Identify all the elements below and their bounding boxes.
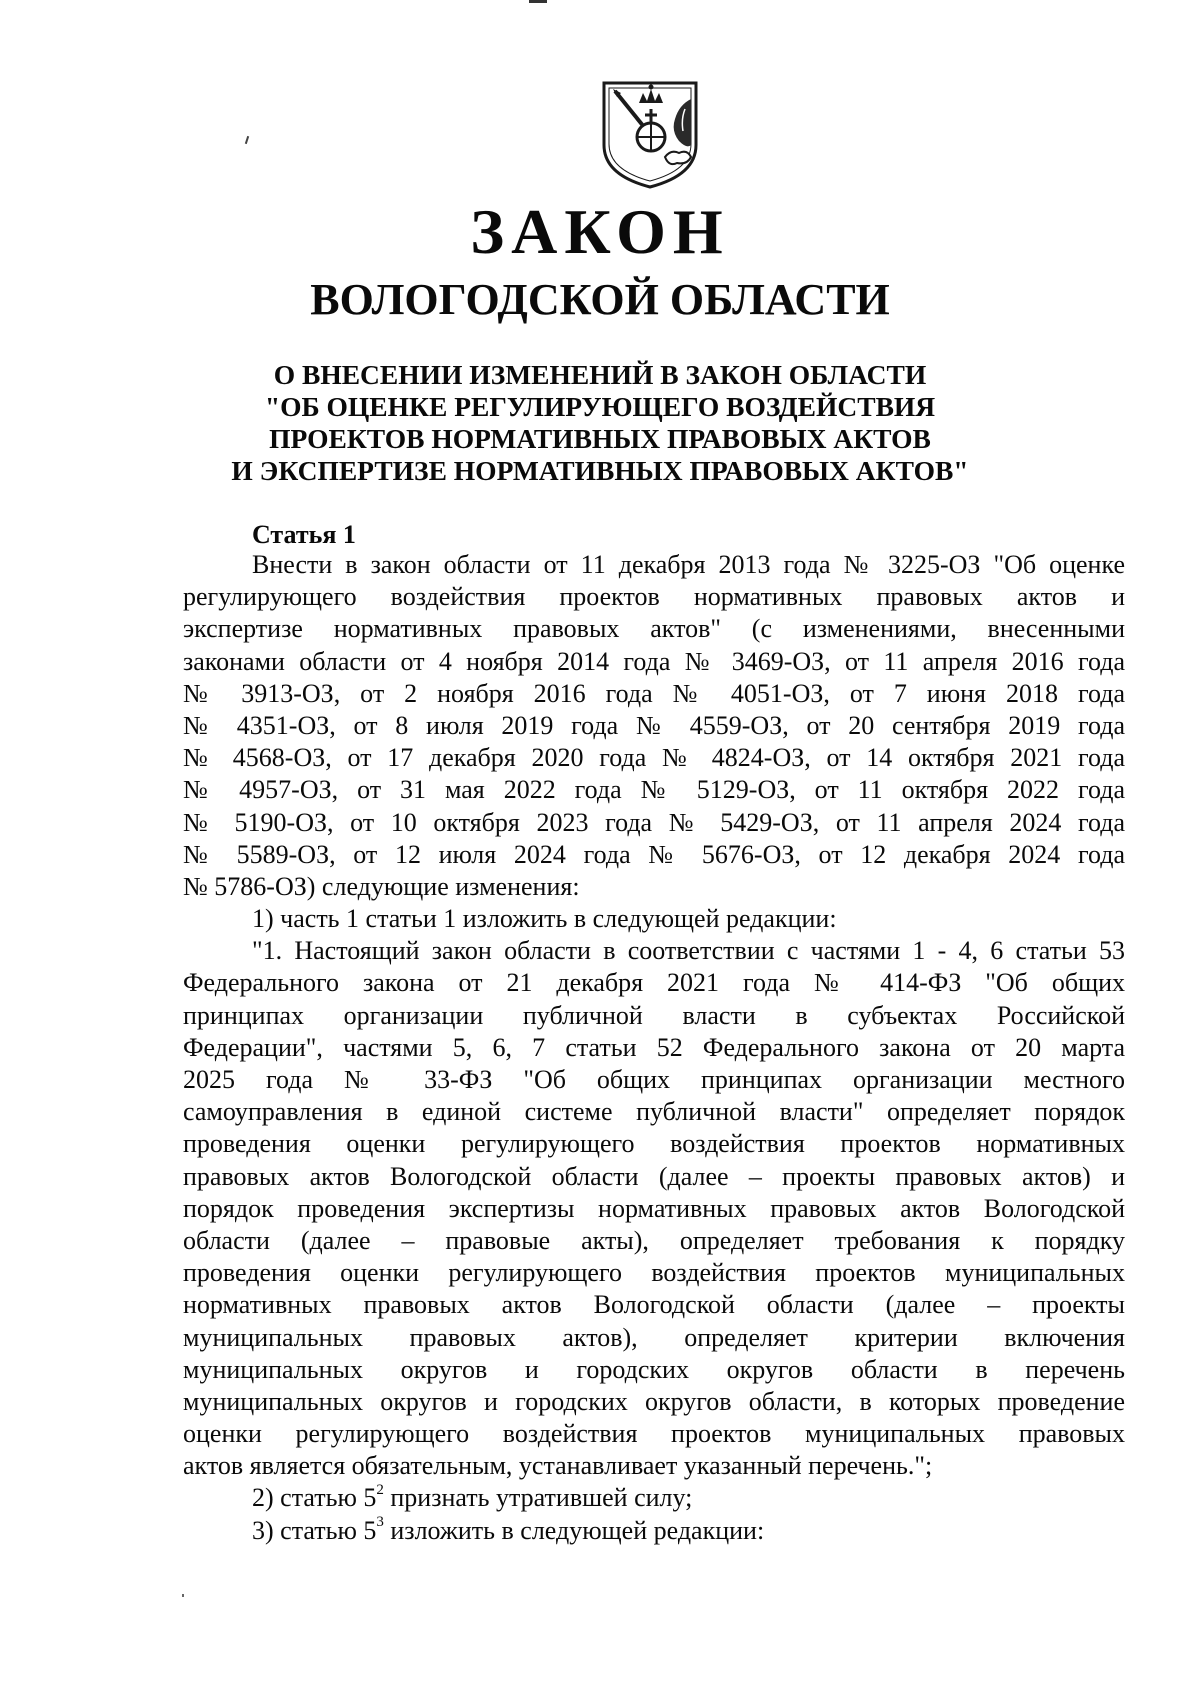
list-item-text: изложить в следующей редакции: (383, 1515, 765, 1545)
quote-line: муниципальных округов и городских округов области в перечень (183, 1354, 1125, 1384)
list-item-text: 3) статью 5 (252, 1515, 377, 1545)
quote-line: самоуправления в единой системе публичной власти" определяет порядок (183, 1097, 1125, 1127)
superscript: 2 (376, 1481, 384, 1498)
text-line: экспертизе нормативных правовых актов" (с изменениями, внесенными (183, 614, 1125, 644)
coat-of-arms-icon (601, 79, 699, 189)
quote-line: Федерации", частями 5, 6, 7 статьи 52 Федерального закона от 20 марта (183, 1032, 1125, 1062)
quote-line: "1. Настоящий закон области в соответствии с частями 1 - 4, 6 статьи 53 (252, 936, 1125, 966)
text-line: регулирующего воздействия проектов нормативных правовых актов и (183, 582, 1125, 612)
quote-line: оценки регулирующего воздействия проектов муниципальных правовых (183, 1419, 1125, 1449)
article-body (183, 549, 1125, 1547)
list-item (183, 1482, 1125, 1514)
list-item (183, 1515, 1125, 1547)
scan-mark (245, 136, 249, 144)
text-line: № 5190-ОЗ, от 10 октября 2023 года № 5429-ОЗ, от 11 апреля 2024 года (183, 807, 1125, 837)
quote-line: муниципальных правовых актов), определяет критерии включения (183, 1322, 1125, 1352)
quote-line: проведения оценки регулирующего воздействия проектов муниципальных (183, 1258, 1125, 1288)
scan-mark (529, 0, 547, 3)
list-item: 1) часть 1 статьи 1 изложить в следующей редакции: (252, 904, 837, 934)
text-line: № 5589-ОЗ, от 12 июля 2024 года № 5676-ОЗ, от 12 декабря 2024 года (183, 839, 1125, 869)
quote-line: проведения оценки регулирующего воздействия проектов нормативных (183, 1129, 1125, 1159)
quote-line: актов является обязательным, устанавливает указанный перечень."; (183, 1451, 933, 1481)
region-name: ВОЛОГОДСКОЙ ОБЛАСТИ (310, 275, 890, 324)
quote-line: 2025 года № 33-ФЗ "Об общих принципах организации местного (183, 1065, 1125, 1094)
list-item-text: признать утратившей силу; (383, 1483, 693, 1513)
quote-line: нормативных правовых актов Вологодской области (далее – проекты (183, 1290, 1125, 1320)
quote-line: правовых актов Вологодской области (далее – проекты правовых актов) и (183, 1161, 1125, 1191)
heading-line: "ОБ ОЦЕНКЕ РЕГУЛИРУЮЩЕГО ВОЗДЕЙСТВИЯ (264, 391, 936, 422)
article-title: Статья 1 (252, 520, 356, 549)
list-item-text: 2) статью 5 (252, 1483, 377, 1513)
quote-line: Федерального закона от 21 декабря 2021 года № 414-ФЗ "Об общих (183, 968, 1125, 998)
text-line: № 4957-ОЗ, от 31 мая 2022 года № 5129-ОЗ, от 11 октября 2022 года (183, 775, 1125, 805)
heading-line: ПРОЕКТОВ НОРМАТИВНЫХ ПРАВОВЫХ АКТОВ (269, 423, 931, 454)
text-line: № 5786-ОЗ) следующие изменения: (183, 871, 580, 901)
scan-dot (182, 1594, 184, 1597)
text-line: № 3913-ОЗ, от 2 ноября 2016 года № 4051-ОЗ, от 7 июня 2018 года (183, 678, 1125, 708)
quote-line: муниципальных округов и городских округов области, в которых проведение (183, 1386, 1125, 1416)
law-heading (200, 359, 1000, 487)
heading-line: И ЭКСПЕРТИЗЕ НОРМАТИВНЫХ ПРАВОВЫХ АКТОВ" (231, 455, 969, 486)
quote-line: области (далее – правовые акты), определяет требования к порядку (183, 1225, 1125, 1255)
text-line: № 4568-ОЗ, от 17 декабря 2020 года № 4824-ОЗ, от 14 октября 2021 года (183, 743, 1125, 773)
text-line: № 4351-ОЗ, от 8 июля 2019 года № 4559-ОЗ, от 20 сентября 2019 года (183, 710, 1125, 740)
quote-line: порядок проведения экспертизы нормативных правовых актов Вологодской (183, 1193, 1125, 1223)
heading-line: О ВНЕСЕНИИ ИЗМЕНЕНИЙ В ЗАКОН ОБЛАСТИ (273, 359, 927, 390)
superscript: 3 (376, 1513, 384, 1530)
quote-line: принципах организации публичной власти в субъектах Российской (183, 1000, 1125, 1030)
text-line: законами области от 4 ноября 2014 года № 3469-ОЗ, от 11 апреля 2016 года (183, 646, 1125, 676)
text-line: Внести в закон области от 11 декабря 2013 года № 3225-ОЗ "Об оценке (252, 550, 1125, 579)
law-title: ЗАКОН (470, 196, 730, 267)
